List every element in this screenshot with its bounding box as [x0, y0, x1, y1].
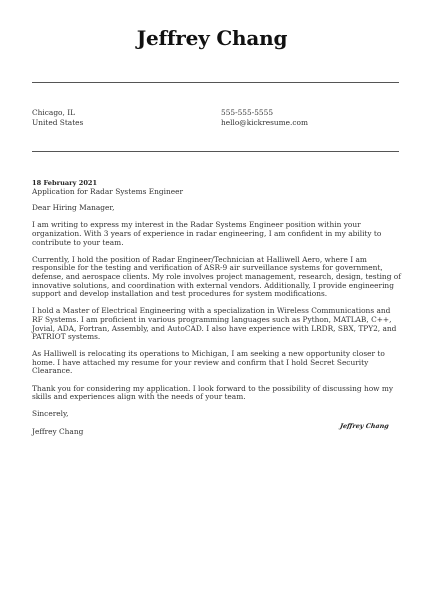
letter-paragraph-intro: I am writing to express my interest in the Radar Systems Engineer position within your organization. With 3 years of experience in radar engineering, I am confident in my ability to contribute to your team.: [32, 220, 382, 247]
letter-paragraph-education: I hold a Master of Electrical Engineering with a specialization in Wireless Communications and RF Systems. I am proficient in various programming languages such as Python, MATLAB, C++, Jovial, ADA, Fortran, Assembly, and AutoCAD. I also have experience with LRDR, SBX, TPY2, and PATRIOT systems.: [32, 306, 397, 342]
letter-body: [32, 179, 402, 436]
letter-paragraph-relocation: As Halliwell is relocating its operations to Michigan, I am seeking a new opportunity closer to home. I have attached my resume for your review and confirm that I hold Secret Security Clearance.: [32, 349, 385, 376]
phone-text: 555-555-5555: [221, 108, 274, 117]
letter-paragraph-current-role: Currently, I hold the position of Radar Engineer/Technician at Halliwell Aero, where I am responsible for the testing and verification of ASR-9 air surveillance systems for government, defense, and aerospace clients. My role involves project management, research, design, testing of innovative solutions, and coordination with external vendors. Additionally, I provide engineering support and develop installation and test procedures for system modifications.: [32, 254, 401, 299]
bottom-divider: [32, 151, 399, 152]
handwritten-signature: Jeffrey Chang: [339, 422, 390, 430]
city-text: Chicago, IL: [32, 108, 76, 117]
letter-paragraph-thanks: Thank you for considering my application. I look forward to the possibility of discussing how my skills and experiences align with the needs of your team.: [32, 383, 394, 402]
applicant-name-heading: Jeffrey Chang: [136, 26, 288, 50]
letter-date: 18 February 2021: [32, 179, 98, 187]
address-block: [32, 108, 83, 128]
letter-subject: Application for Radar Systems Engineer: [32, 186, 184, 196]
country-text: United States: [32, 118, 84, 127]
email-text: hello@kickresume.com: [221, 118, 308, 127]
letter-greeting: Dear Hiring Manager,: [32, 203, 115, 213]
contact-block: [221, 108, 308, 128]
letter-closing: Sincerely,: [32, 409, 69, 419]
top-divider: [32, 82, 399, 83]
letter-signoff-name: Jeffrey Chang: [32, 426, 84, 436]
